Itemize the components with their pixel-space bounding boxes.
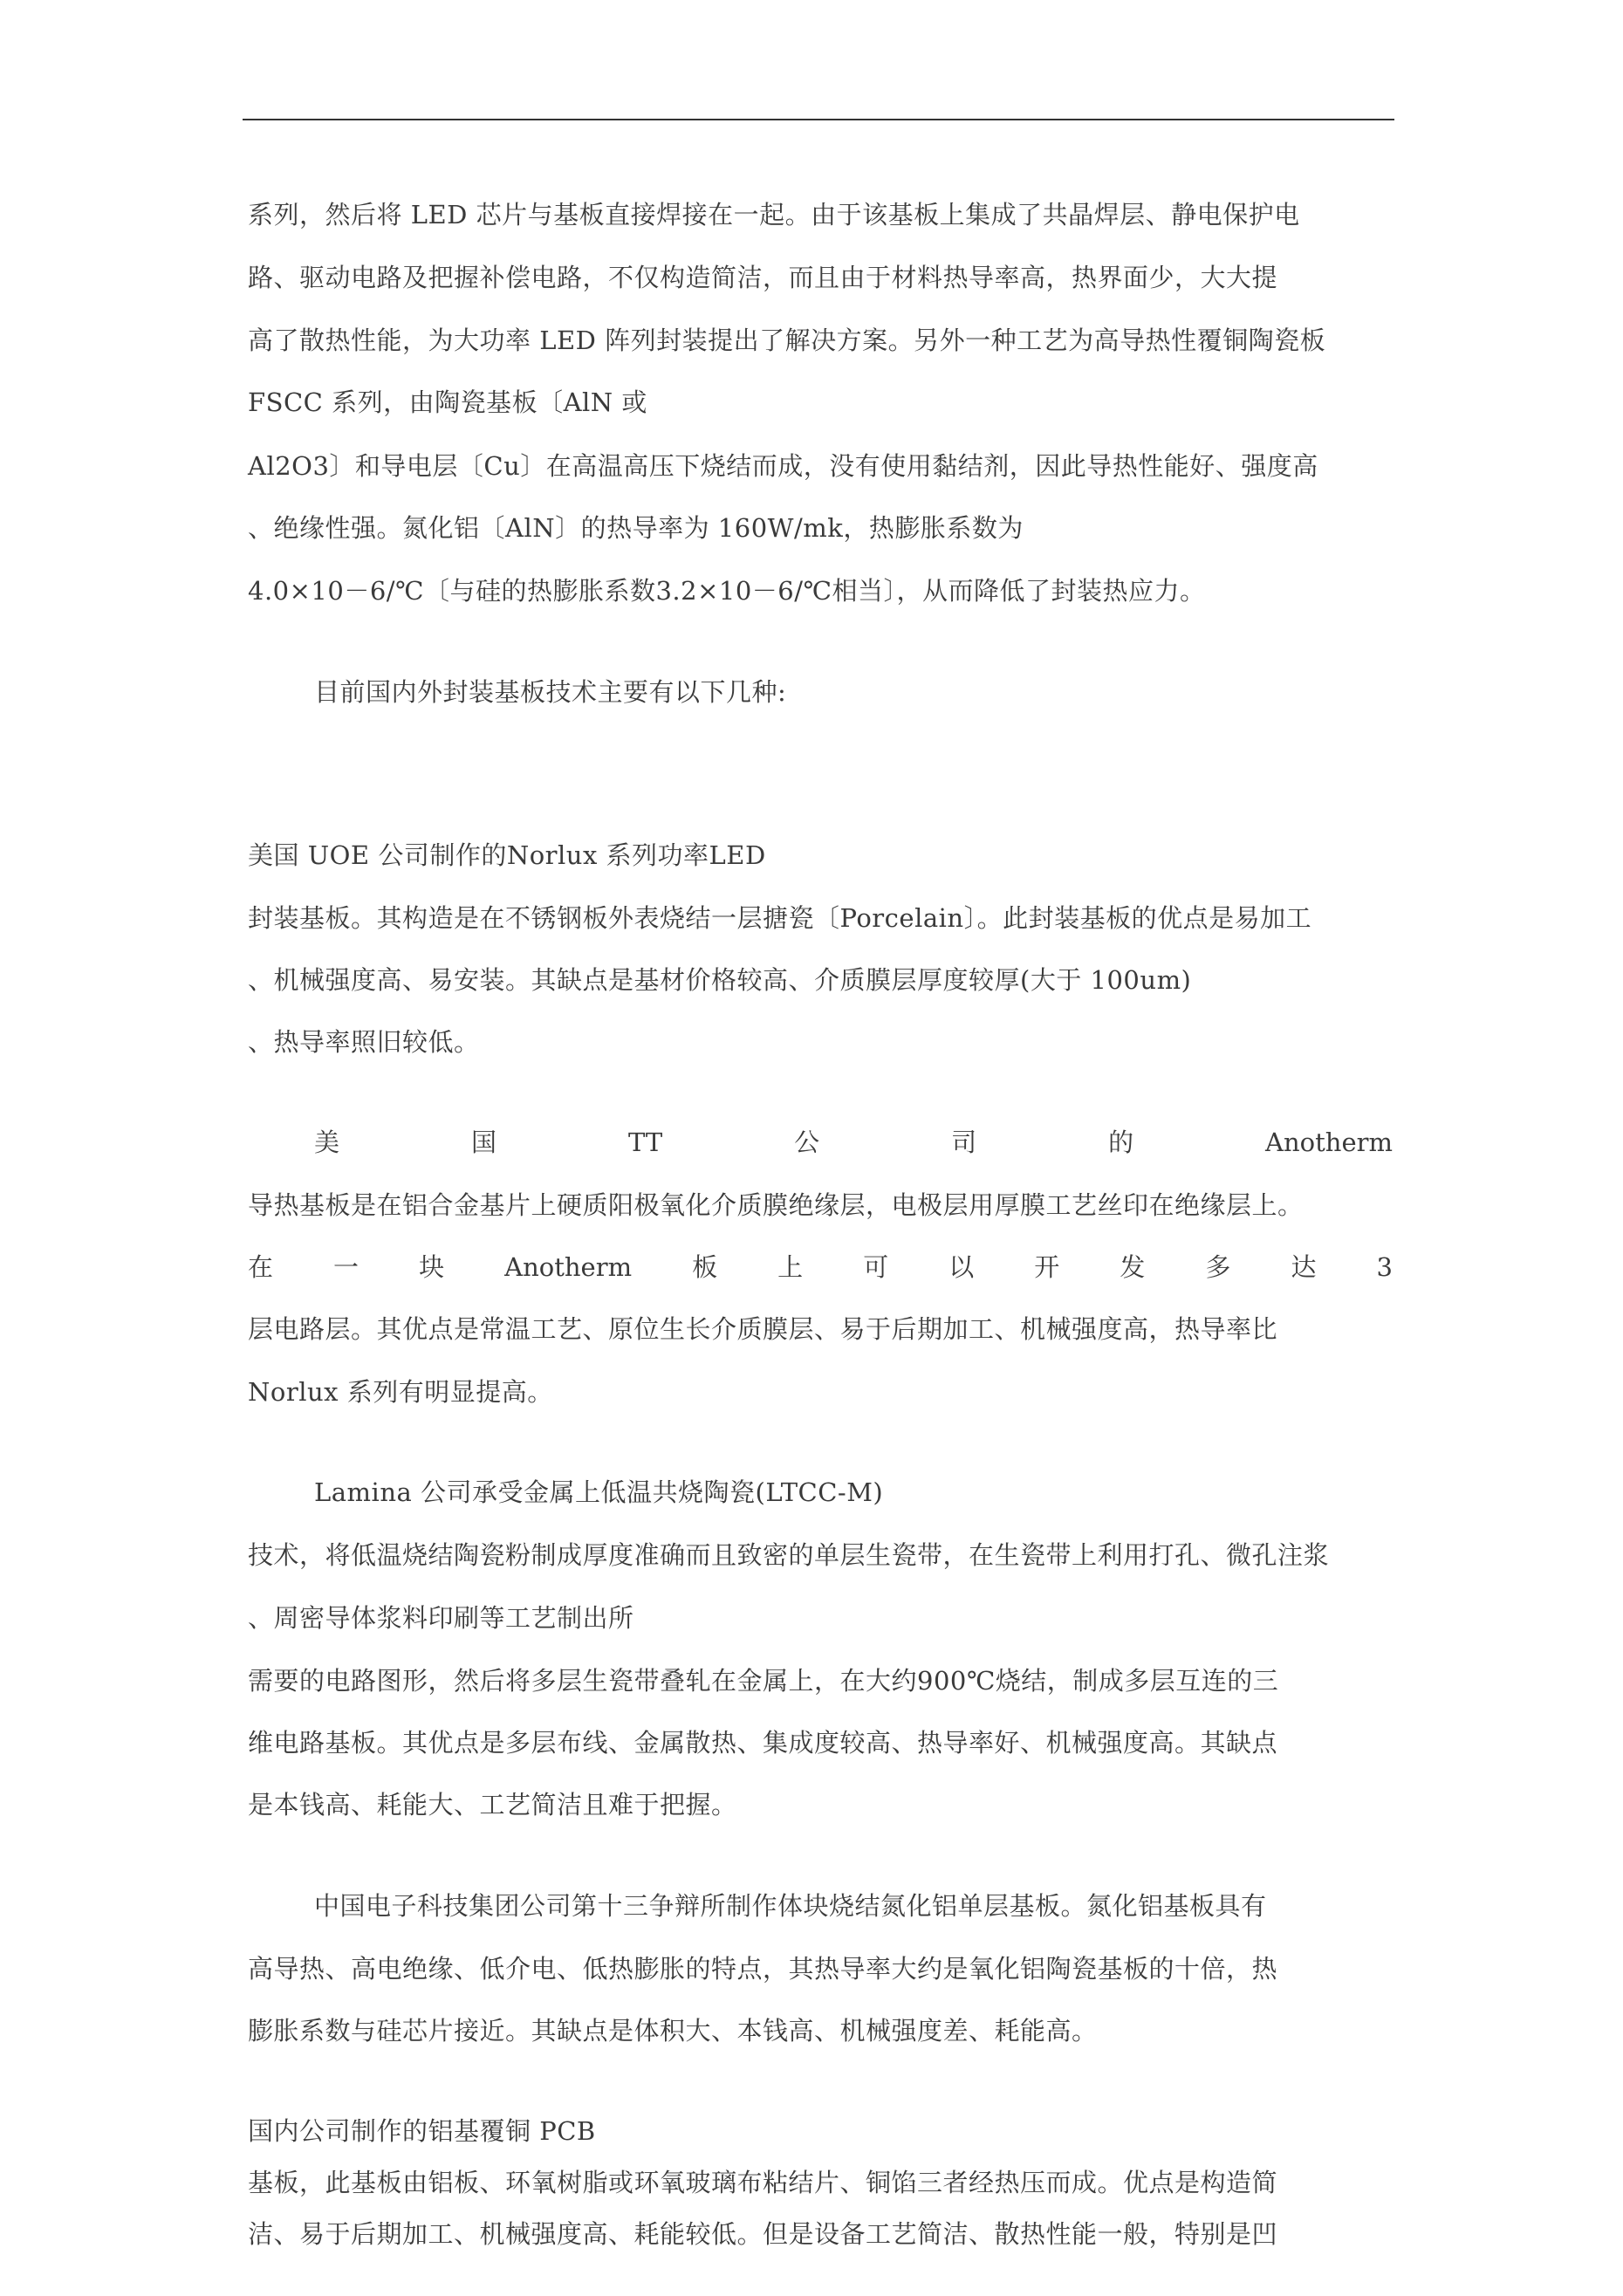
text-line: 导热基板是在铝合金基片上硬质阳极氧化介质膜绝缘层，电极层用厚膜工艺丝印在绝缘层上。 xyxy=(248,1190,1304,1220)
word: 达 xyxy=(1291,1252,1317,1282)
text-line: 、周密导体浆料印刷等工艺制出所 xyxy=(248,1603,634,1633)
word: 美 xyxy=(314,1127,340,1157)
header-rule xyxy=(243,119,1394,120)
word: Anotherm xyxy=(504,1252,633,1282)
word: 多 xyxy=(1205,1252,1231,1282)
text-line: 4.0×10－6/℃〔与硅的热膨胀系数3.2×10－6/℃相当〕，从而降低了封装热应力。 xyxy=(248,576,1206,606)
word: 上 xyxy=(777,1252,804,1282)
text-line: 、绝缘性强。氮化铝〔AlN〕的热导率为 160W/mk，热膨胀系数为 xyxy=(248,513,1024,543)
text-line: 维电路基板。其优点是多层布线、金属散热、集成度较高、热导率好、机械强度高。其缺点 xyxy=(248,1728,1278,1758)
text-line: 目前国内外封装基板技术主要有以下几种: xyxy=(314,677,787,707)
word: 以 xyxy=(948,1252,975,1282)
text-line: 高导热、高电绝缘、低介电、低热膨胀的特点，其热导率大约是氧化铝陶瓷基板的十倍，热 xyxy=(248,1954,1278,1984)
word: 在 xyxy=(248,1252,274,1282)
word: 块 xyxy=(419,1252,445,1282)
text-line: Norlux 系列有明显提高。 xyxy=(248,1377,553,1407)
word: 司 xyxy=(951,1127,977,1157)
text-line: 中国电子科技集团公司第十三争辩所制作体块烧结氮化铝单层基板。氮化铝基板具有 xyxy=(314,1891,1267,1921)
text-line: 是本钱高、耗能大、工艺简洁且难于把握。 xyxy=(248,1790,737,1820)
word: TT xyxy=(627,1127,663,1157)
text-line: 高了散热性能，为大功率 LED 阵列封装提出了解决方案。另外一种工艺为高导热性覆铜陶瓷板 xyxy=(248,326,1326,355)
word: 公 xyxy=(794,1127,820,1157)
justified-line xyxy=(314,1125,1393,1160)
text-line: 国内公司制作的铝基覆铜 PCB xyxy=(248,2116,596,2146)
word: Anotherm xyxy=(1265,1127,1393,1157)
word: 发 xyxy=(1120,1252,1146,1282)
word: 可 xyxy=(863,1252,889,1282)
text-line: 层电路层。其优点是常温工艺、原位生长介质膜层、易于后期加工、机械强度高，热导率比 xyxy=(248,1314,1278,1344)
text-line: Lamina 公司承受金属上低温共烧陶瓷(LTCC-M) xyxy=(314,1477,884,1507)
text-line: 、机械强度高、易安装。其缺点是基材价格较高、介质膜层厚度较厚(大于 100um) xyxy=(248,965,1192,995)
text-line: 基板，此基板由铝板、环氧树脂或环氧玻璃布粘结片、铜馅三者经热压而成。优点是构造简 xyxy=(248,2168,1278,2197)
text-line: 路、驱动电路及把握补偿电路，不仅构造简洁，而且由于材料热导率高，热界面少，大大提 xyxy=(248,263,1278,292)
word: 开 xyxy=(1034,1252,1060,1282)
word: 国 xyxy=(470,1127,496,1157)
text-line: 封装基板。其构造是在不锈钢板外表烧结一层搪瓷〔Porcelain〕。此封装基板的优点是易加工 xyxy=(248,903,1312,933)
text-line: 美国 UOE 公司制作的Norlux 系列功率LED xyxy=(248,840,766,870)
text-line: FSCC 系列，由陶瓷基板〔AlN 或 xyxy=(248,387,647,417)
word: 3 xyxy=(1376,1252,1393,1282)
text-line: 洁、易于后期加工、机械强度高、耗能较低。但是设备工艺简洁、散热性能一般，特别是凹 xyxy=(248,2219,1278,2249)
text-line: Al2O3〕和导电层〔Cu〕在高温高压下烧结而成，没有使用黏结剂，因此导热性能好、强度高 xyxy=(248,451,1318,481)
text-line: 技术，将低温烧结陶瓷粉制成厚度准确而且致密的单层生瓷带，在生瓷带上利用打孔、微孔注浆 xyxy=(248,1540,1330,1570)
word: 板 xyxy=(692,1252,718,1282)
text-line: 系列，然后将 LED 芯片与基板直接焊接在一起。由于该基板上集成了共晶焊层、静电保护电 xyxy=(248,200,1300,230)
word: 的 xyxy=(1108,1127,1134,1157)
text-line: 膨胀系数与硅芯片接近。其缺点是体积大、本钱高、机械强度差、耗能高。 xyxy=(248,2016,1098,2046)
word: 一 xyxy=(333,1252,360,1282)
text-line: 、热导率照旧较低。 xyxy=(248,1027,480,1057)
justified-line xyxy=(248,1250,1393,1285)
text-line: 需要的电路图形，然后将多层生瓷带叠轧在金属上，在大约900℃烧结，制成多层互连的三 xyxy=(248,1666,1279,1696)
